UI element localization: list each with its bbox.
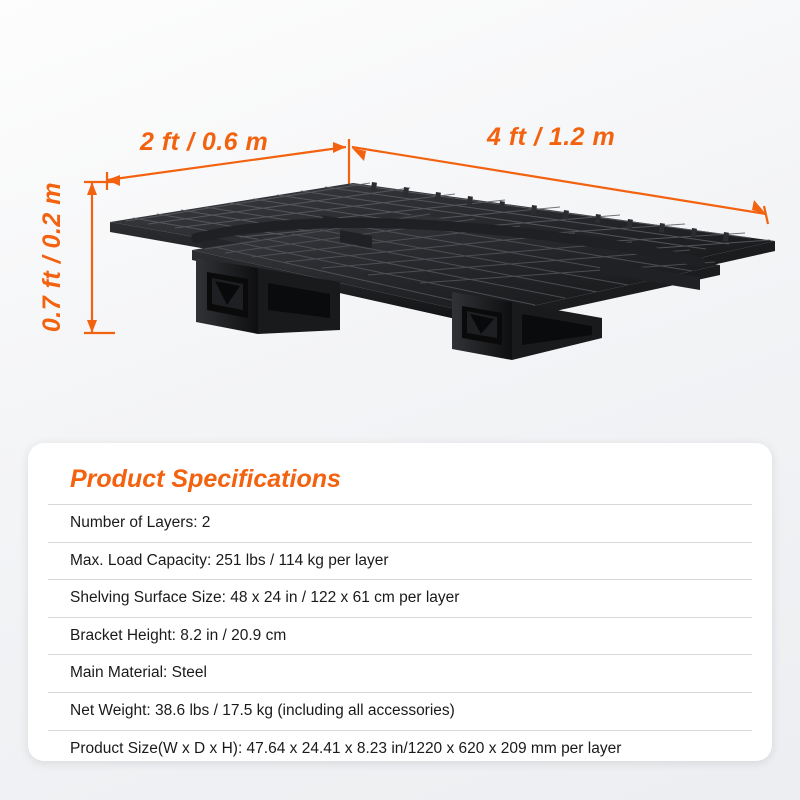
- spec-row: Max. Load Capacity: 251 lbs / 114 kg per layer: [48, 542, 752, 580]
- spec-card-title: Product Specifications: [70, 465, 341, 493]
- dimension-depth-label: 2 ft / 0.6 m: [140, 128, 269, 156]
- spec-row: Bracket Height: 8.2 in / 20.9 cm: [48, 617, 752, 655]
- dimension-width-label: 4 ft / 1.2 m: [487, 123, 616, 151]
- spec-row: Net Weight: 38.6 lbs / 17.5 kg (including all accessories): [48, 692, 752, 730]
- spec-list: [48, 504, 752, 767]
- dimension-height-label: 0.7 ft / 0.2 m: [38, 182, 66, 333]
- product-specifications-card: [28, 443, 772, 761]
- spec-row: Product Size(W x D x H): 47.64 x 24.41 x 8.23 in/1220 x 620 x 209 mm per layer: [48, 730, 752, 768]
- spec-row: Main Material: Steel: [48, 654, 752, 692]
- spec-row: Number of Layers: 2: [48, 504, 752, 542]
- spec-row: Shelving Surface Size: 48 x 24 in / 122 x 61 cm per layer: [48, 579, 752, 617]
